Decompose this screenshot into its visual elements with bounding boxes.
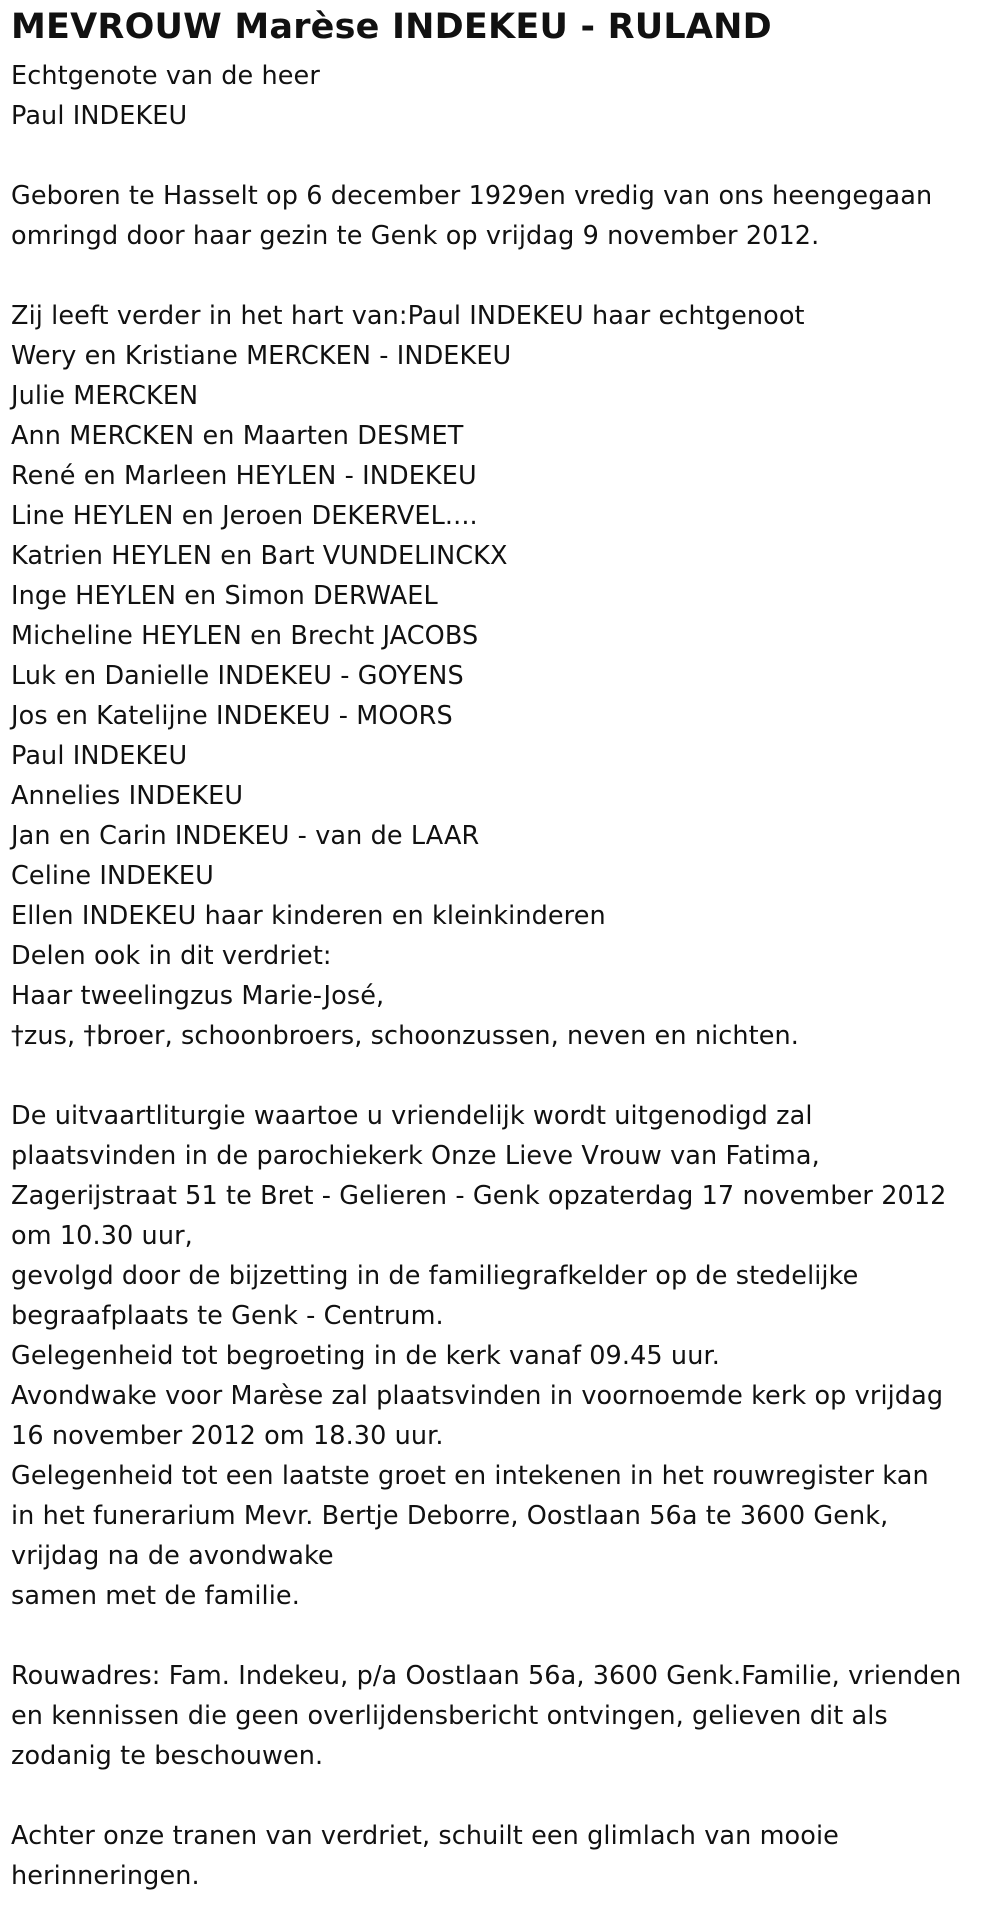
paragraph-gap	[11, 1776, 989, 1816]
family-line: Micheline HEYLEN en Brecht JACOBS	[11, 621, 479, 651]
paragraph-gap	[11, 1056, 989, 1096]
funeral-line: Zagerijstraat 51 te Bret - Gelieren - Genk opzaterdag 17 november 2012	[11, 1181, 947, 1211]
funeral-line: begraafplaats te Genk - Centrum.	[11, 1301, 444, 1331]
paragraph-gap	[11, 1616, 989, 1656]
closing-line: herinneringen.	[11, 1861, 200, 1891]
funeral-line: in het funerarium Mevr. Bertje Deborre, Oostlaan 56a te 3600 Genk,	[11, 1501, 889, 1531]
address-line: Rouwadres: Fam. Indekeu, p/a Oostlaan 56a, 3600 Genk.Familie, vrienden	[11, 1661, 962, 1691]
funeral-line: Gelegenheid tot een laatste groet en intekenen in het rouwregister kan	[11, 1461, 929, 1491]
family-line: Ann MERCKEN en Maarten DESMET	[11, 421, 464, 451]
address-line: zodanig te beschouwen.	[11, 1741, 324, 1771]
funeral-line: samen met de familie.	[11, 1581, 300, 1611]
family-line: Julie MERCKEN	[11, 381, 199, 411]
family-line: Wery en Kristiane MERCKEN - INDEKEU	[11, 341, 512, 371]
family-line: René en Marleen HEYLEN - INDEKEU	[11, 461, 477, 491]
family-line: Ellen INDEKEU haar kinderen en kleinkinderen	[11, 901, 606, 931]
address-line: en kennissen die geen overlijdensbericht ontvingen, gelieven dit als	[11, 1701, 888, 1731]
family-line: Paul INDEKEU	[11, 741, 188, 771]
birth-line: Geboren te Hasselt op 6 december 1929en vredig van ons heengegaan	[11, 181, 933, 211]
family-line: Line HEYLEN en Jeroen DEKERVEL....	[11, 501, 478, 531]
family-line: Delen ook in dit verdriet:	[11, 941, 332, 971]
family-line: Katrien HEYLEN en Bart VUNDELINCKX	[11, 541, 508, 571]
family-line: Jos en Katelijne INDEKEU - MOORS	[11, 701, 453, 731]
family-line: Inge HEYLEN en Simon DERWAEL	[11, 581, 438, 611]
family-line: Annelies INDEKEU	[11, 781, 244, 811]
intro-line: Echtgenote van de heer	[11, 61, 320, 91]
funeral-line: Gelegenheid tot begroeting in de kerk vanaf 09.45 uur.	[11, 1341, 720, 1371]
funeral-section	[11, 1096, 989, 1616]
funeral-line: vrijdag na de avondwake	[11, 1541, 334, 1571]
family-line: Luk en Danielle INDEKEU - GOYENS	[11, 661, 464, 691]
family-line: Celine INDEKEU	[11, 861, 214, 891]
funeral-line: De uitvaartliturgie waartoe u vriendelijk wordt uitgenodigd zal	[11, 1101, 813, 1131]
page-title: MEVROUW Marèse INDEKEU - RULAND	[11, 7, 772, 47]
closing-line: Achter onze tranen van verdriet, schuilt een glimlach van mooie	[11, 1821, 839, 1851]
intro-line: Paul INDEKEU	[11, 101, 188, 131]
intro-section	[11, 56, 989, 136]
birth-section	[11, 176, 989, 256]
paragraph-gap	[11, 256, 989, 296]
family-section	[11, 296, 989, 1056]
funeral-line: Avondwake voor Marèse zal plaatsvinden in voornoemde kerk op vrijdag	[11, 1381, 944, 1411]
family-line: Haar tweelingzus Marie-José,	[11, 981, 385, 1011]
family-line: Jan en Carin INDEKEU - van de LAAR	[11, 821, 480, 851]
paragraph-gap	[11, 136, 989, 176]
funeral-line: 16 november 2012 om 18.30 uur.	[11, 1421, 444, 1451]
family-line: Zij leeft verder in het hart van:Paul INDEKEU haar echtgenoot	[11, 301, 805, 331]
funeral-line: plaatsvinden in de parochiekerk Onze Lieve Vrouw van Fatima,	[11, 1141, 820, 1171]
funeral-line: om 10.30 uur,	[11, 1221, 193, 1251]
birth-line: omringd door haar gezin te Genk op vrijdag 9 november 2012.	[11, 221, 820, 251]
family-line: †zus, †broer, schoonbroers, schoonzussen, neven en nichten.	[11, 1021, 799, 1051]
closing-section	[11, 1816, 989, 1896]
address-section	[11, 1656, 989, 1776]
funeral-line: gevolgd door de bijzetting in de familiegrafkelder op de stedelijke	[11, 1261, 859, 1291]
